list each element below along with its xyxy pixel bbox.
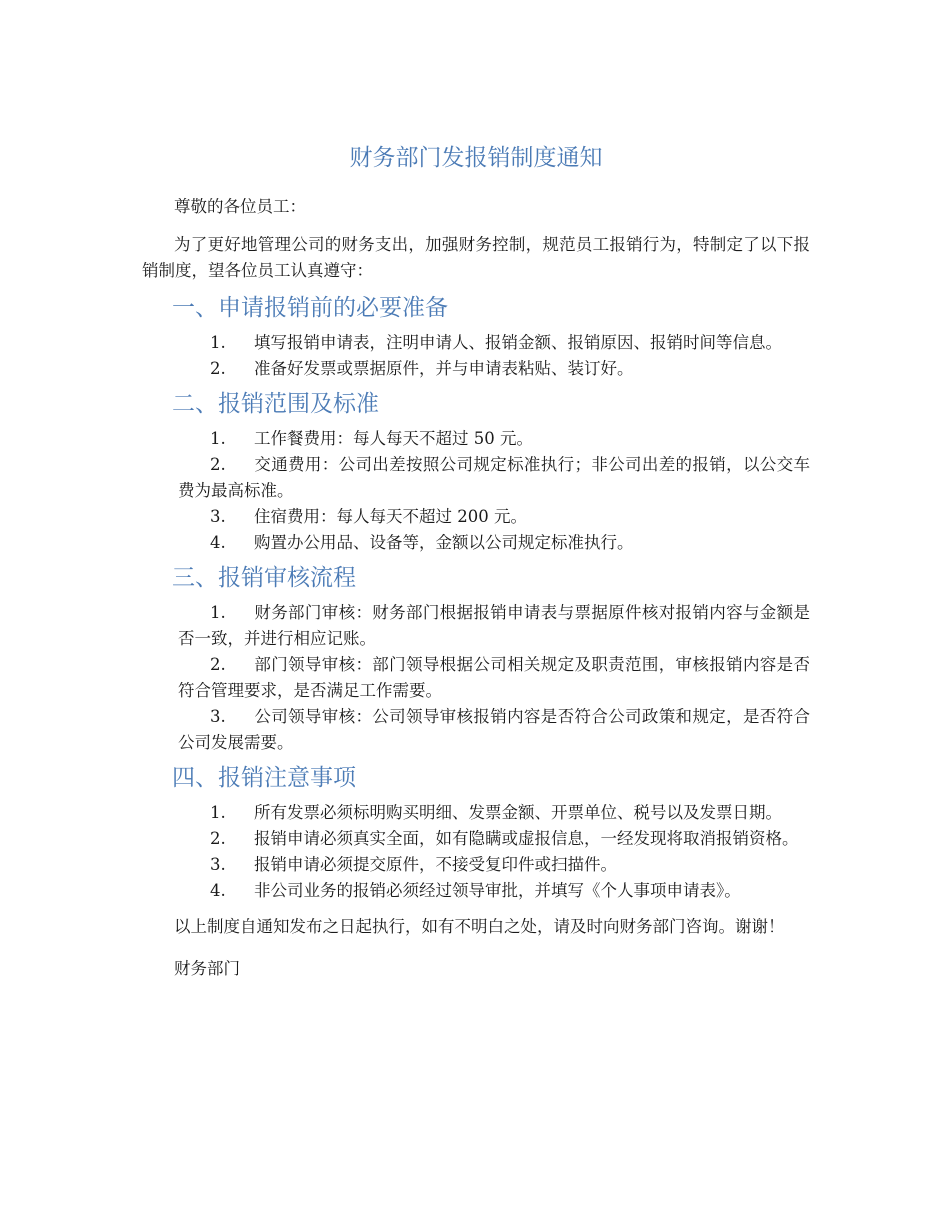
item-number: 1. xyxy=(210,333,226,352)
item-number: 4. xyxy=(210,533,226,552)
item-text: 公司领导审核：公司领导审核报销内容是否符合公司政策和规定，是否符合公司发展需要。 xyxy=(178,707,810,752)
item-number: 3. xyxy=(210,855,226,874)
section-list xyxy=(178,426,810,556)
closing-paragraph: 以上制度自通知发布之日起执行，如有不明白之处，请及时向财务部门咨询。谢谢！ xyxy=(174,917,785,936)
section-list xyxy=(178,600,810,756)
list-item xyxy=(178,356,810,382)
item-text: 部门领导审核：部门领导根据公司相关规定及职责范围，审核报销内容是否符合管理要求，是否满足工作需要。 xyxy=(178,655,810,700)
item-number: 2. xyxy=(210,829,226,848)
item-number: 3. xyxy=(210,507,226,526)
document-title: 财务部门发报销制度通知 xyxy=(349,145,603,171)
list-item xyxy=(178,504,810,530)
item-number: 1. xyxy=(210,429,226,448)
intro-paragraph: 为了更好地管理公司的财务支出，加强财务控制，规范员工报销行为，特制定了以下报销制度，望各位员工认真遵守： xyxy=(142,235,810,280)
section-list xyxy=(178,800,810,904)
item-text: 住宿费用：每人每天不超过 200 元。 xyxy=(254,507,527,526)
item-number: 1. xyxy=(210,803,226,822)
item-text: 交通费用：公司出差按照公司规定标准执行；非公司出差的报销，以公交车费为最高标准。 xyxy=(178,455,810,500)
list-item xyxy=(178,426,810,452)
list-item xyxy=(178,652,810,704)
item-text: 准备好发票或票据原件，并与申请表粘贴、装订好。 xyxy=(254,359,634,378)
section-2 xyxy=(142,386,810,556)
list-item xyxy=(178,600,810,652)
item-number: 1. xyxy=(210,603,226,622)
item-number: 2. xyxy=(210,359,226,378)
salutation: 尊敬的各位员工： xyxy=(174,197,306,216)
item-text: 所有发票必须标明购买明细、发票金额、开票单位、税号以及发票日期。 xyxy=(254,803,782,822)
section-1 xyxy=(142,290,810,382)
item-text: 报销申请必须提交原件，不接受复印件或扫描件。 xyxy=(254,855,617,874)
section-4 xyxy=(142,760,810,904)
list-item xyxy=(178,530,810,556)
item-text: 非公司业务的报销必须经过领导审批，并填写《个人事项申请表》。 xyxy=(254,881,741,900)
list-item xyxy=(178,704,810,756)
item-text: 工作餐费用：每人每天不超过 50 元。 xyxy=(254,429,533,448)
document-page xyxy=(142,140,810,982)
item-text: 购置办公用品、设备等，金额以公司规定标准执行。 xyxy=(254,533,634,552)
item-text: 财务部门审核：财务部门根据报销申请表与票据原件核对报销内容与金额是否一致，并进行相应记账。 xyxy=(178,603,810,648)
list-item xyxy=(178,330,810,356)
section-heading: 一、申请报销前的必要准备 xyxy=(172,295,448,321)
section-heading: 二、报销范围及标准 xyxy=(172,391,379,417)
section-heading: 三、报销审核流程 xyxy=(172,565,356,591)
list-item xyxy=(178,800,810,826)
item-text: 填写报销申请表，注明申请人、报销金额、报销原因、报销时间等信息。 xyxy=(254,333,782,352)
item-number: 2. xyxy=(210,455,226,474)
item-number: 2. xyxy=(210,655,226,674)
list-item xyxy=(178,452,810,504)
signature: 财务部门 xyxy=(174,959,240,978)
item-number: 4. xyxy=(210,881,226,900)
section-list xyxy=(178,330,810,382)
list-item xyxy=(178,852,810,878)
section-heading: 四、报销注意事项 xyxy=(172,765,356,791)
section-3 xyxy=(142,560,810,756)
item-number: 3. xyxy=(210,707,226,726)
list-item xyxy=(178,878,810,904)
list-item xyxy=(178,826,810,852)
item-text: 报销申请必须真实全面，如有隐瞒或虚报信息，一经发现将取消报销资格。 xyxy=(254,829,799,848)
